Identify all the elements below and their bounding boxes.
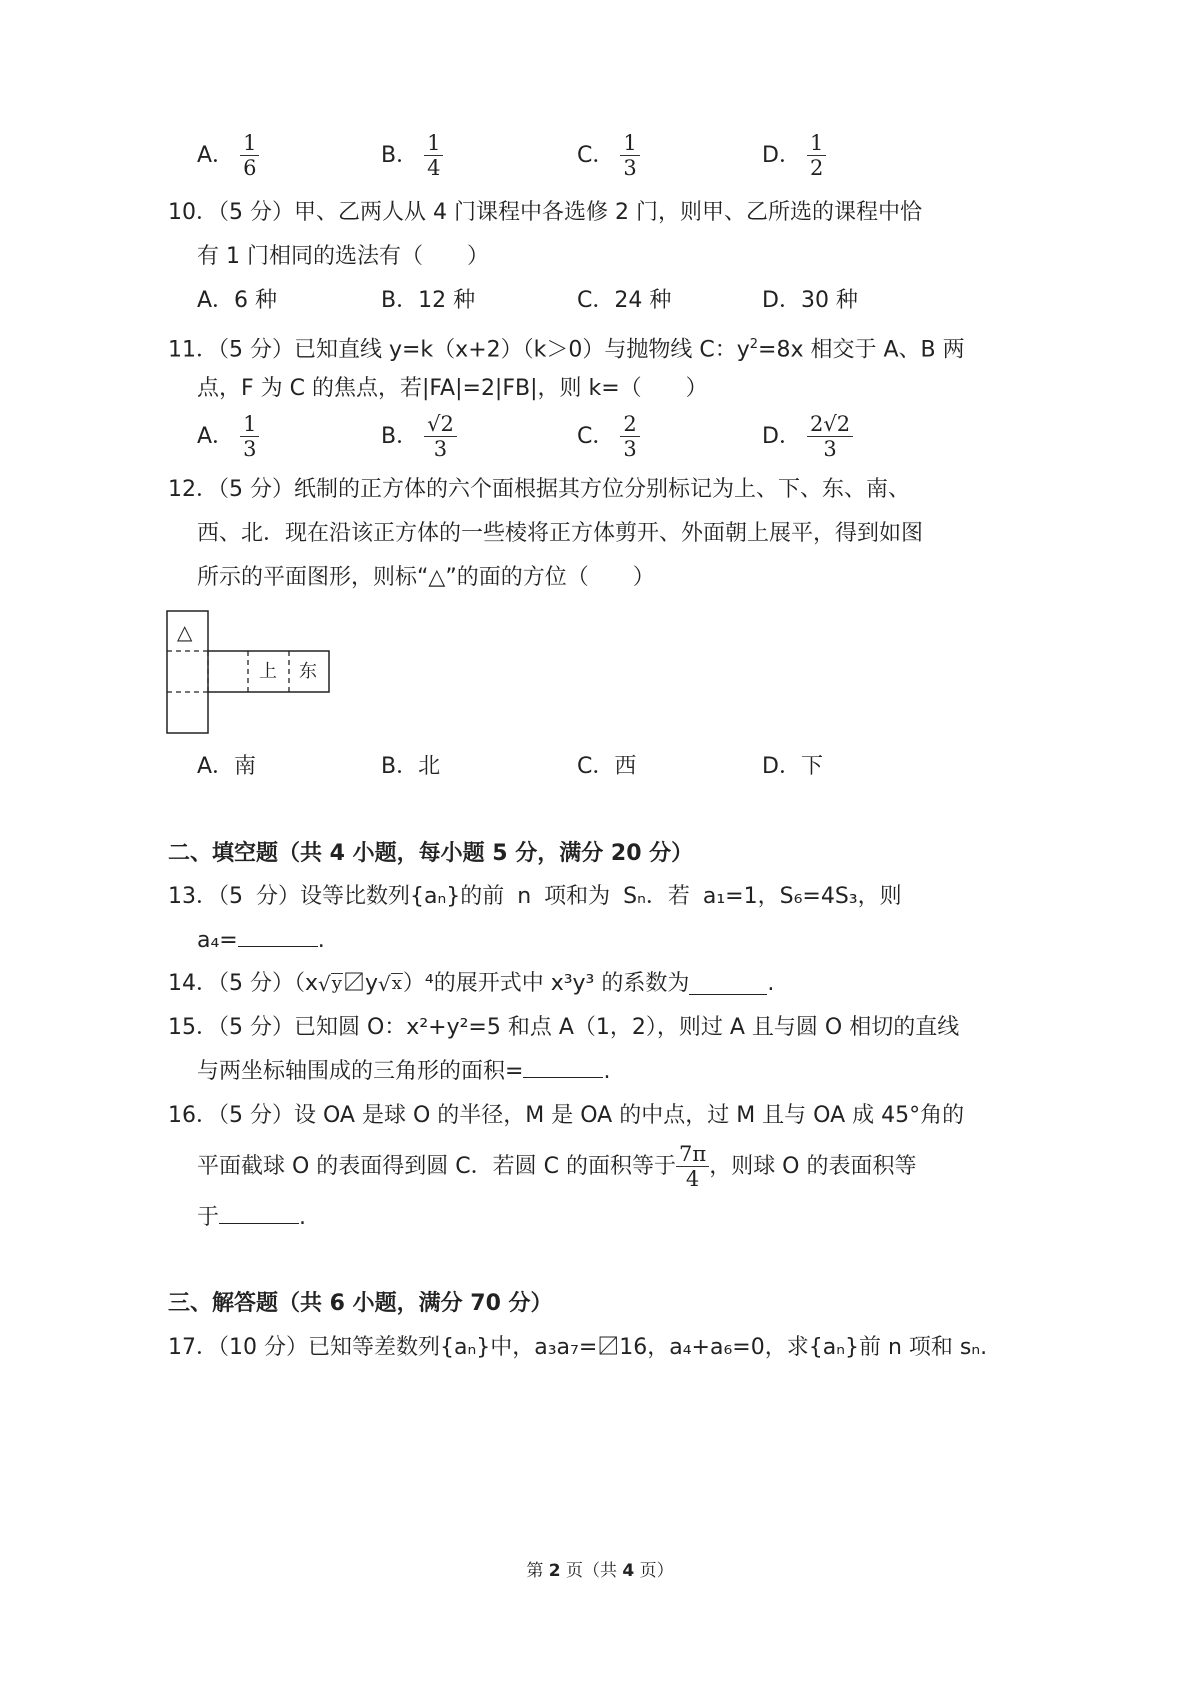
q14-text-a: 14．（5 分）（x	[168, 971, 319, 996]
q10-option-d: D．30 种	[762, 288, 858, 313]
q12-line3: 所示的平面图形，则标“△”的面的方位（ ）	[197, 565, 655, 590]
punctuation: .	[603, 1059, 611, 1084]
q12-option-d: D．下	[762, 754, 823, 779]
q10-line2: 有 1 门相同的选法有（ ）	[197, 244, 489, 269]
current-page-number: 2	[548, 1561, 561, 1581]
q16-text-c: 于	[197, 1205, 220, 1230]
numerator: 7π	[676, 1143, 709, 1167]
numerator: 2√2	[807, 413, 853, 437]
q10-line1: 10．（5 分）甲、乙两人从 4 门课程中各选修 2 门，则甲、乙所选的课程中恰	[168, 200, 922, 225]
q11-exponent: 2	[749, 337, 759, 352]
denominator: 4	[427, 156, 441, 180]
punctuation: .	[317, 928, 325, 953]
denominator: 6	[243, 156, 257, 180]
q10-option-a: A．6 种	[197, 288, 278, 313]
q15-line1: 15．（5 分）已知圆 O：x²+y²=5 和点 A（1，2），则过 A 且与圆 O 相切的直线	[168, 1015, 960, 1040]
section3-heading: 三、解答题（共 6 小题，满分 70 分）	[168, 1291, 553, 1316]
denominator: 4	[685, 1167, 700, 1191]
q16-line2	[197, 1143, 917, 1190]
q11-text-a: 11．（5 分）已知直线 y=k（x+2）（k＞0）与抛物线 C：y	[168, 337, 750, 363]
net-label-top: 上	[259, 661, 277, 682]
q12-option-c: C．西	[577, 754, 637, 779]
q15-text: 与两坐标轴围成的三角形的面积=	[197, 1059, 524, 1084]
footer-text: 页（共	[560, 1561, 623, 1581]
denominator: 3	[623, 437, 637, 461]
option-letter: B．	[381, 142, 419, 168]
q16-line1: 16．（5 分）设 OA 是球 O 的半径，M 是 OA 的中点，过 M 且与 OA 成 45°角的	[168, 1103, 965, 1128]
punctuation: .	[299, 1205, 307, 1230]
q14-line	[168, 969, 774, 999]
numerator: 1	[240, 413, 259, 437]
q11-line2: 点，F 为 C 的焦点，若|FA|=2|FB|，则 k=（ ）	[197, 376, 708, 401]
denominator: 3	[623, 156, 637, 180]
option-letter: C．	[577, 142, 615, 168]
q17-line: 17．（10 分）已知等差数列{aₙ}中，a₃a₇=〼16，a₄+a₆=0，求{aₙ}前 n 项和 sₙ.	[168, 1335, 988, 1360]
q10-option-c: C．24 种	[577, 288, 672, 313]
option-letter: A．	[197, 142, 235, 168]
q16-text-a: 平面截球 O 的表面得到圆 C．若圆 C 的面积等于	[197, 1153, 677, 1179]
q14-text-mid: 〼y	[342, 971, 378, 996]
numerator: √2	[424, 413, 457, 437]
page-footer	[0, 1556, 1200, 1581]
q13-answer-label: a₄=	[197, 928, 238, 953]
q10-option-b: B．12 种	[381, 288, 476, 313]
footer-text: 第	[526, 1561, 549, 1581]
q11-text-b: =8x 相交于 A、B 两	[758, 337, 965, 363]
denominator: 3	[823, 437, 837, 461]
numerator: 1	[620, 132, 639, 156]
footer-text: 页）	[634, 1561, 674, 1581]
q13-line2	[197, 926, 325, 956]
net-label-east: 东	[299, 661, 317, 682]
net-label-triangle: △	[177, 620, 193, 644]
answer-blank	[689, 974, 767, 995]
q12-option-b: B．北	[381, 754, 441, 779]
numerator: 1	[424, 132, 443, 156]
option-letter: A．	[197, 423, 235, 449]
q12-line2: 西、北．现在沿该正方体的一些棱将正方体剪开、外面朝上展平，得到如图	[197, 521, 924, 546]
punctuation: .	[767, 971, 775, 996]
fraction-7pi-over-4	[676, 1143, 709, 1190]
q14-text-b: ）⁴的展开式中 x³y³ 的系数为	[402, 971, 690, 996]
option-letter: D．	[762, 423, 801, 449]
radicand: y	[331, 973, 342, 994]
option-letter: D．	[762, 142, 801, 168]
q16-text-b: ，则球 O 的表面积等	[709, 1153, 917, 1179]
answer-blank	[238, 926, 318, 947]
q15-line2	[197, 1057, 610, 1087]
q13-line1: 13．（5 分）设等比数列{aₙ}的前 n 项和为 Sₙ．若 a₁=1，S₆=4S₃，则	[168, 884, 902, 909]
sqrt-x: √ x	[377, 972, 402, 996]
answer-blank	[523, 1057, 603, 1078]
q12-option-a: A．南	[197, 754, 257, 779]
numerator: 1	[807, 132, 826, 156]
section2-heading: 二、填空题（共 4 小题，每小题 5 分，满分 20 分）	[168, 841, 694, 866]
denominator: 3	[243, 437, 257, 461]
total-pages-number: 4	[622, 1561, 635, 1581]
option-letter: B．	[381, 423, 419, 449]
q16-line3	[197, 1203, 306, 1233]
answer-blank	[219, 1203, 299, 1224]
radicand: x	[391, 973, 402, 994]
numerator: 2	[620, 413, 639, 437]
q12-line1: 12．（5 分）纸制的正方体的六个面根据其方位分别标记为上、下、东、南、	[168, 477, 910, 502]
sqrt-y: √ y	[318, 972, 342, 996]
denominator: 3	[433, 437, 448, 461]
option-letter: C．	[577, 423, 615, 449]
numerator: 1	[240, 132, 259, 156]
denominator: 2	[809, 156, 824, 180]
